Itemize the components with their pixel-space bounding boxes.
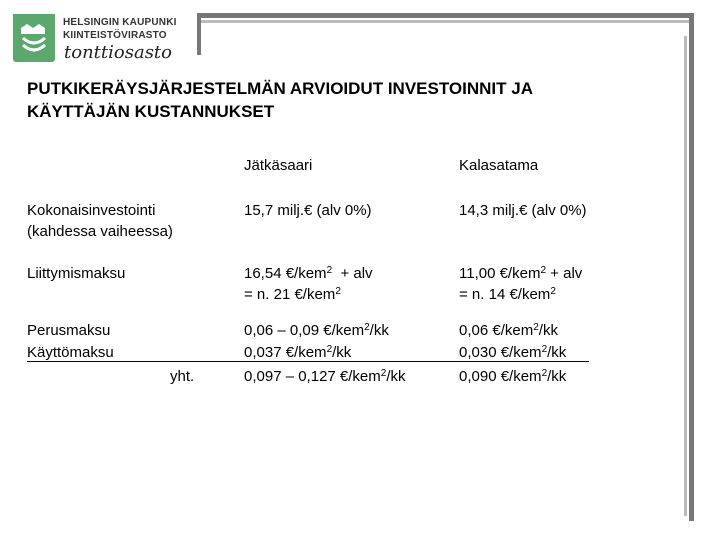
value-investment-jatkasaari: 15,7 milj.€ (alv 0%) bbox=[244, 202, 372, 219]
frame-left-border bbox=[197, 13, 201, 55]
label-yht: yht. bbox=[170, 368, 195, 385]
value-connection-kalasatama-line2: = n. 14 €/kem$^2$ bbox=[459, 286, 556, 303]
value-base-jatkasaari: 0,06 – 0,09 €/kem$^2$/kk bbox=[244, 322, 389, 339]
label-kokonaisinvestointi: Kokonaisinvestointi bbox=[27, 202, 156, 219]
slide-title bbox=[27, 77, 667, 123]
label-kayttomaksu: Käyttömaksu bbox=[27, 344, 114, 361]
frame-right-shadow bbox=[684, 36, 687, 516]
header-jatkasaari: Jätkäsaari bbox=[244, 157, 313, 174]
slide-title-line2: KÄYTTÄJÄN KUSTANNUKSET bbox=[27, 102, 275, 121]
value-usage-kalasatama: 0,030 €/kem$^2$/kk bbox=[459, 344, 567, 361]
logo-department: tonttiosasto bbox=[64, 42, 172, 63]
frame-top-border bbox=[197, 13, 694, 18]
value-base-kalasatama: 0,06 €/kem$^2$/kk bbox=[459, 322, 558, 339]
value-usage-jatkasaari: 0,037 €/kem$^2$/kk bbox=[244, 344, 352, 361]
city-crest-icon bbox=[13, 14, 55, 62]
value-total-jatkasaari: 0,097 – 0,127 €/kem$^2$/kk bbox=[244, 368, 406, 385]
helsinki-logo bbox=[13, 14, 183, 64]
value-connection-jatkasaari-line2: = n. 21 €/kem$^2$ bbox=[244, 286, 341, 303]
value-connection-jatkasaari-line1: 16,54 €/kem$^2$ + alv bbox=[244, 265, 373, 282]
label-kahdessa-vaiheessa: (kahdessa vaiheessa) bbox=[27, 223, 173, 240]
sum-underline bbox=[27, 361, 589, 362]
label-liittymismaksu: Liittymismaksu bbox=[27, 265, 126, 282]
header-kalasatama: Kalasatama bbox=[459, 157, 539, 174]
frame-top-shadow bbox=[197, 20, 690, 23]
value-investment-kalasatama: 14,3 milj.€ (alv 0%) bbox=[459, 202, 587, 219]
logo-office-name: KIINTEISTÖVIRASTO bbox=[63, 30, 167, 41]
value-total-kalasatama: 0,090 €/kem$^2$/kk bbox=[459, 368, 567, 385]
slide-title-line1: PUTKIKERÄYSJÄRJESTELMÄN ARVIOIDUT INVESTOINNIT JA bbox=[27, 79, 533, 98]
frame-right-border bbox=[689, 13, 694, 521]
label-perusmaksu: Perusmaksu bbox=[27, 322, 111, 339]
logo-city-name: HELSINGIN KAUPUNKI bbox=[63, 17, 177, 28]
value-connection-kalasatama-line1: 11,00 €/kem$^2$ + alv bbox=[459, 265, 583, 282]
